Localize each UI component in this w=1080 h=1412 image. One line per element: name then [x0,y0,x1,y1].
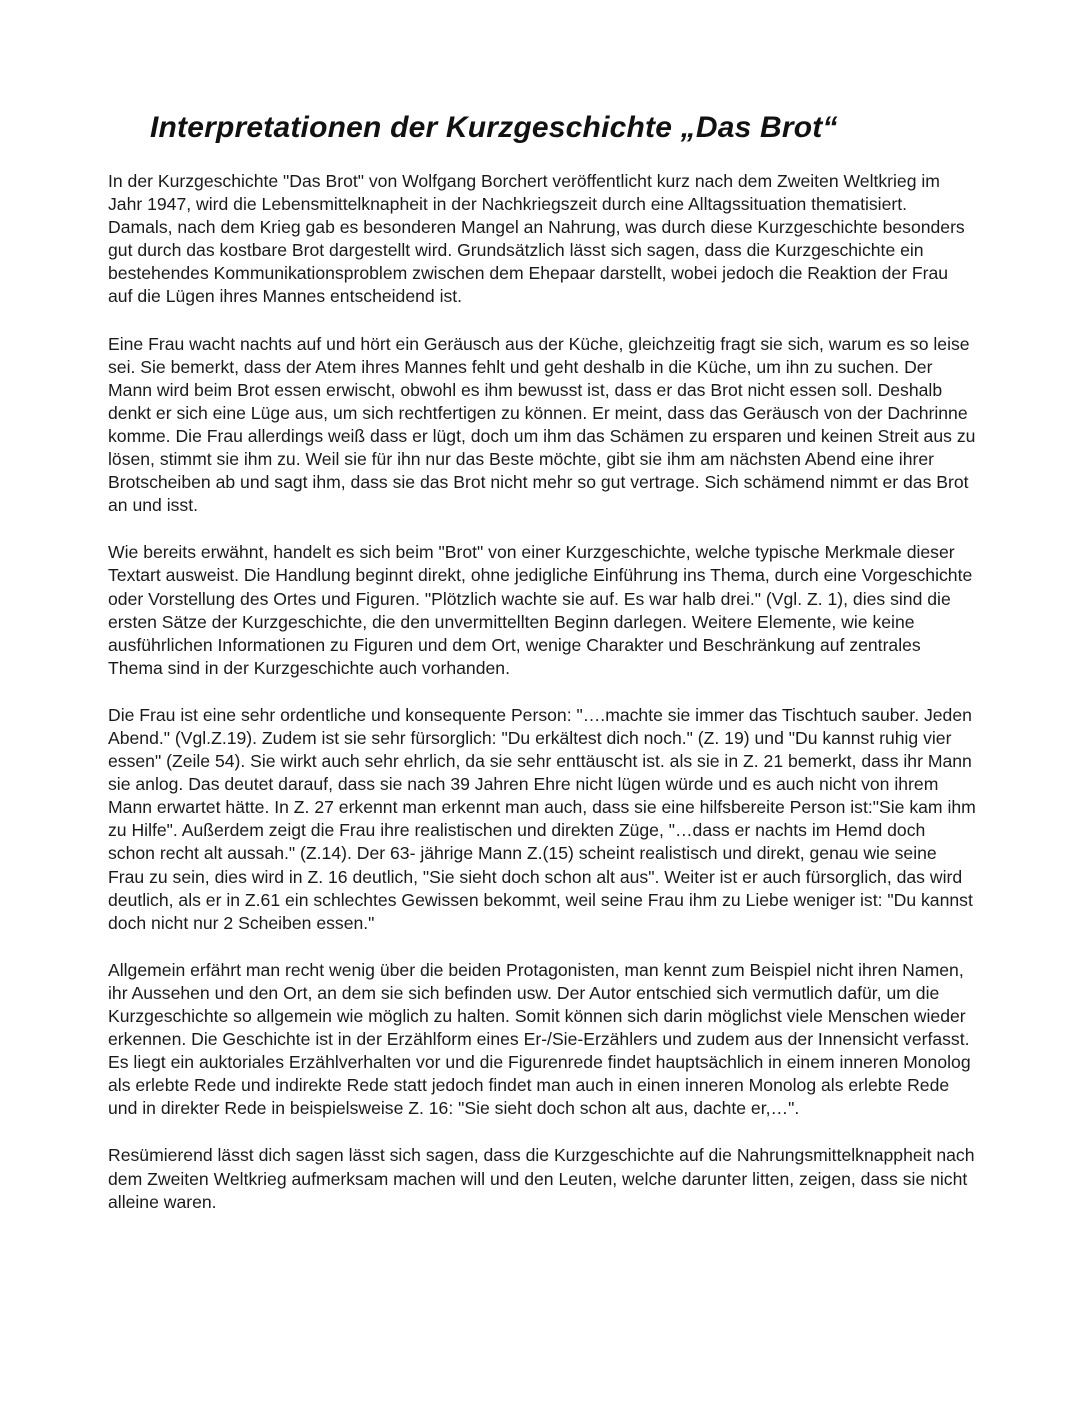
paragraph-narrative-perspective: Allgemein erfährt man recht wenig über die beiden Protagonisten, man kennt zum Beispiel nicht ihren Namen, ihr Aussehen und den Ort, an dem sie sich befinden usw. Der Autor entschied sich vermutlich dafür, um die Kurzgeschichte so allgemein wie möglich zu halten. Somit können sich darin möglichst viele Menschen wieder erkennen. Die Geschichte ist in der Erzählform eines Er-/Sie-Erzählers und zudem aus der Innensicht verfasst. Es liegt ein auktoriales Erzählverhalten vor und die Figurenrede findet hauptsächlich in einem inneren Monolog als erlebte Rede und indirekte Rede statt jedoch findet man auch in einen inneren Monolog als erlebte Rede und in direkter Rede in beispielsweise Z. 16: "Sie sieht doch schon alt aus, dachte er,…". [108,959,971,1119]
paragraph-plot-summary: Eine Frau wacht nachts auf und hört ein Geräusch aus der Küche, gleichzeitig fragt sie sich, warum es so leise sei. Sie bemerkt, dass der Atem ihres Mannes fehlt und geht deshalb in die Küche, um ihn zu suchen. Der Mann wird beim Brot essen erwischt, obwohl es ihm bewusst ist, dass er das Brot nicht essen soll. Deshalb denkt er sich eine Lüge aus, um sich rechtfertigen zu können. Er meint, dass das Geräusch von der Dachrinne komme. Die Frau allerdings weiß dass er lügt, doch um ihm das Schämen zu ersparen und keinen Streit aus zu lösen, stimmt sie ihm zu. Weil sie für ihn nur das Beste möchte, gibt sie ihm am nächsten Abend eine ihrer Brotscheiben ab und sagt ihm, dass sie das Brot nicht mehr so gut vertrage. Sich schämend nimmt er das Brot an und isst. [108,333,976,516]
paragraph-character-analysis: Die Frau ist eine sehr ordentliche und konsequente Person: "….machte sie immer das Tischtuch sauber. Jeden Abend." (Vgl.Z.19). Zudem ist sie sehr fürsorglich: "Du erkältest dich noch." (Z. 19) und "Du kannst ruhig vier essen" (Zeile 54). Sie wirkt auch sehr ehrlich, da sie sehr enttäuscht ist. als sie in Z. 21 bemerkt, dass ihr Mann sie anlog. Das deutet darauf, dass sie nach 39 Jahren Ehre nicht lügen würde und es auch nicht von ihrem Mann erwartet hätte. In Z. 27 erkennt man erkennt man auch, dass sie eine hilfsbereite Person ist:"Sie kam ihm zu Hilfe". Außerdem zeigt die Frau ihre realistischen und direkten Züge, "…dass er nachts im Hemd doch schon recht alt aussah." (Z.14). Der 63- jährige Mann Z.(15) scheint realistisch und direkt, genau wie seine Frau zu sein, dies wird in Z. 16 deutlich, "Sie sieht doch schon alt aus". Weiter ist er auch fürsorglich, das wird deutlich, als er in Z.61 ein schlechtes Gewissen bekommt, weil seine Frau ihm zu Liebe weniger ist: "Du kannst doch nicht nur 2 Scheiben essen." [108,704,976,933]
document-body [108,170,976,1238]
paragraph-introduction: In der Kurzgeschichte "Das Brot" von Wolfgang Borchert veröffentlicht kurz nach dem Zweiten Weltkrieg im Jahr 1947, wird die Lebensmittelknapheit in der Nachkriegszeit durch eine Alltagssituation thematisiert. Damals, nach dem Krieg gab es besonderen Mangel an Nahrung, was durch diese Kurzgeschichte besonders gut durch das kostbare Brot dargestellt wird. Grundsätzlich lässt sich sagen, dass die Kurzgeschichte ein bestehendes Kommunikationsproblem zwischen dem Ehepaar darstellt, wobei jedoch die Reaktion der Frau auf die Lügen ihres Mannes entscheidend ist. [108,171,965,307]
paragraph-genre-features: Wie bereits erwähnt, handelt es sich beim "Brot" von einer Kurzgeschichte, welche typische Merkmale dieser Textart ausweist. Die Handlung beginnt direkt, ohne jedigliche Einführung ins Thema, durch eine Vorgeschichte oder Vorstellung des Ortes und Figuren. "Plötzlich wachte sie auf. Es war halb drei." (Vgl. Z. 1), dies sind die ersten Sätze der Kurzgeschichte, die den unvermittellten Beginn darlegen. Weitere Elemente, wie keine ausführlichen Informationen zu Figuren und dem Ort, wenige Charakter und Beschränkung auf zentrales Thema sind in der Kurzgeschichte auch vorhanden. [108,542,973,678]
paragraph-conclusion: Resümierend lässt dich sagen lässt sich sagen, dass die Kurzgeschichte auf die Nahrungsmittelknappheit nach dem Zweiten Weltkrieg aufmerksam machen will und den Leuten, welche darunter litten, zeigen, dass sie nicht alleine waren. [108,1145,975,1212]
page-title: Interpretationen der Kurzgeschichte „Das Brot“ [150,111,838,144]
